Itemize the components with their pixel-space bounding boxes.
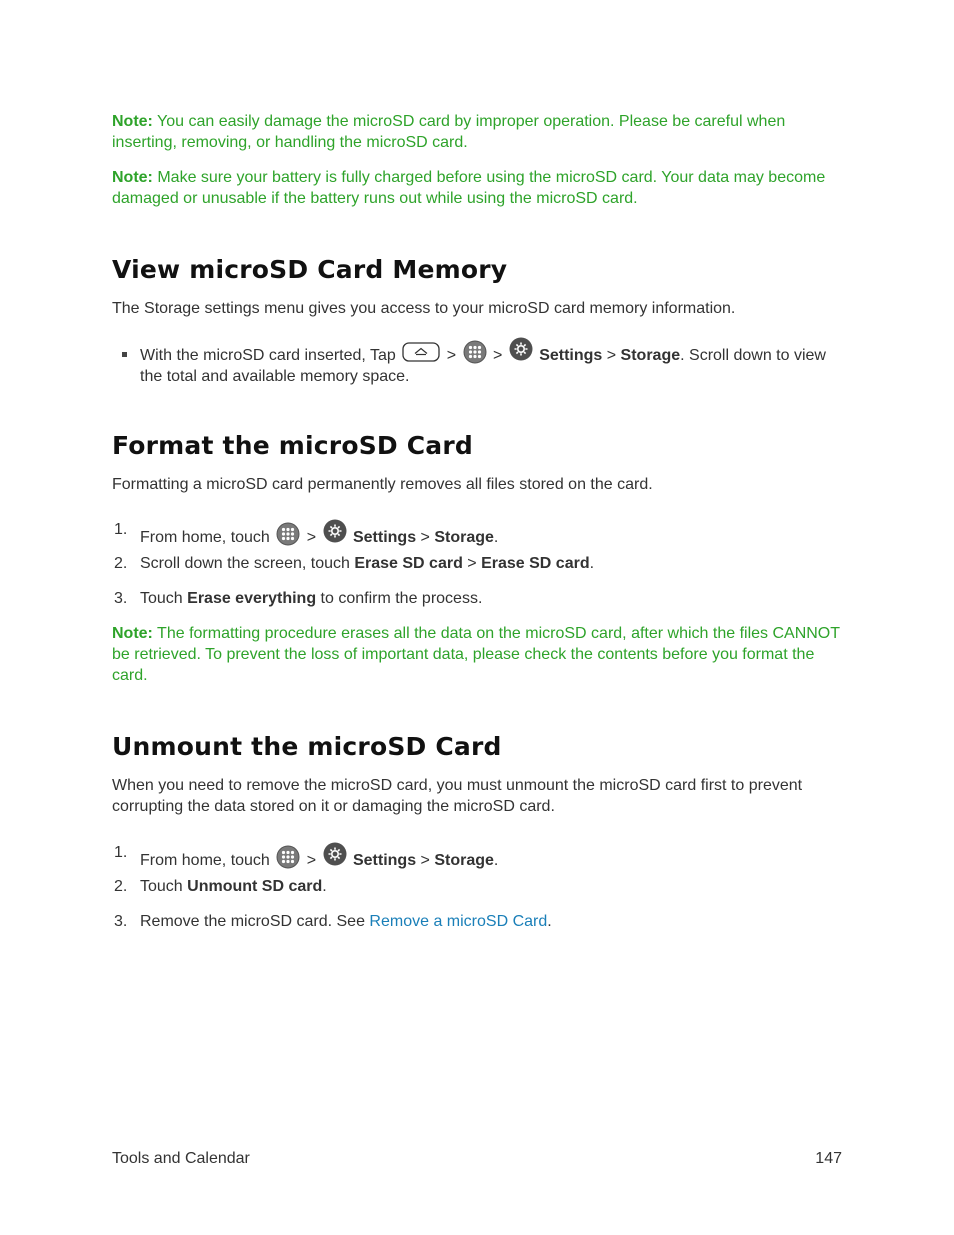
footer-section-title: Tools and Calendar	[112, 1150, 250, 1167]
note-format-warning	[112, 623, 842, 686]
step-number: 2.	[114, 878, 128, 895]
note-text: You can easily damage the microSD card by improper operation. Please be careful when inserting, removing, or handling the microSD card.	[112, 113, 786, 151]
bullet-tail: . Scroll down to view the total and available memory space.	[140, 347, 826, 385]
step-lead: From home, touch	[140, 529, 270, 546]
footer-page-number: 147	[815, 1150, 842, 1167]
step-lead: From home, touch	[140, 852, 270, 869]
note-text: Make sure your battery is fully charged before using the microSD card. Your data may become damaged or unusable if the battery runs out while using the microSD card.	[112, 169, 826, 207]
step-lead: Touch	[140, 590, 188, 607]
separator: >	[602, 347, 621, 364]
step-tail: .	[493, 529, 499, 546]
step-lead: Scroll down the screen, touch	[140, 555, 355, 572]
step-number: 1.	[114, 844, 128, 861]
separator: >	[462, 555, 482, 572]
step-tail: .	[322, 878, 327, 895]
separator: >	[416, 852, 435, 869]
step-lead: Touch	[140, 878, 188, 895]
page-footer	[112, 1150, 842, 1168]
apps-icon	[276, 522, 300, 546]
settings-label: Settings	[539, 347, 603, 364]
heading-unmount-card: Unmount the microSD Card	[112, 732, 502, 761]
note-label: Note:	[112, 169, 153, 186]
unmount-sd-card-label: Unmount SD card	[187, 878, 323, 895]
separator: >	[302, 529, 321, 546]
apps-icon	[463, 340, 487, 364]
note-text: The formatting procedure erases all the data on the microSD card, after which the files CANNOT be retrieved. To prevent the loss of important data, please check the contents before you format the card.	[112, 625, 840, 684]
note-label: Note:	[112, 625, 153, 642]
step-tail: .	[589, 555, 595, 572]
erase-everything-label: Erase everything	[187, 590, 317, 607]
settings-gear-icon	[323, 519, 347, 543]
step-number: 2.	[114, 555, 128, 572]
apps-icon	[276, 845, 300, 869]
settings-gear-icon	[323, 842, 347, 866]
separator: >	[442, 347, 461, 364]
note-battery-warning	[112, 167, 842, 209]
erase-sd-card-label: Erase SD card	[354, 555, 463, 572]
step-number: 3.	[114, 590, 128, 607]
bullet-marker	[122, 352, 127, 357]
settings-label: Settings	[352, 852, 417, 869]
heading-format-card: Format the microSD Card	[112, 431, 473, 460]
note-label: Note:	[112, 113, 153, 130]
step-tail: .	[547, 913, 552, 930]
erase-sd-card-confirm-label: Erase SD card	[481, 555, 590, 572]
step-number: 3.	[114, 913, 128, 930]
settings-gear-icon	[509, 337, 533, 361]
remove-microsd-card-link[interactable]: Remove a microSD Card	[369, 913, 548, 930]
step-tail: .	[493, 852, 499, 869]
storage-label: Storage	[434, 529, 494, 546]
storage-label: Storage	[434, 852, 494, 869]
home-key-icon	[402, 342, 440, 362]
bullet-lead: With the microSD card inserted, Tap	[140, 347, 396, 364]
note-damage-warning	[112, 111, 842, 153]
separator: >	[302, 852, 321, 869]
view-memory-intro: The Storage settings menu gives you access to your microSD card memory information.	[112, 300, 736, 317]
format-intro: Formatting a microSD card permanently removes all files stored on the card.	[112, 476, 653, 493]
storage-label: Storage	[620, 347, 681, 364]
heading-view-memory: View microSD Card Memory	[112, 255, 508, 284]
unmount-intro: When you need to remove the microSD card, you must unmount the microSD card first to prevent corrupting the data stored on it or damaging the microSD card.	[112, 777, 803, 815]
step-number: 1.	[114, 521, 128, 538]
step-tail: to confirm the process.	[316, 590, 483, 607]
step-lead: Remove the microSD card. See	[140, 913, 370, 930]
separator: >	[488, 347, 507, 364]
separator: >	[416, 529, 435, 546]
settings-label: Settings	[352, 529, 417, 546]
